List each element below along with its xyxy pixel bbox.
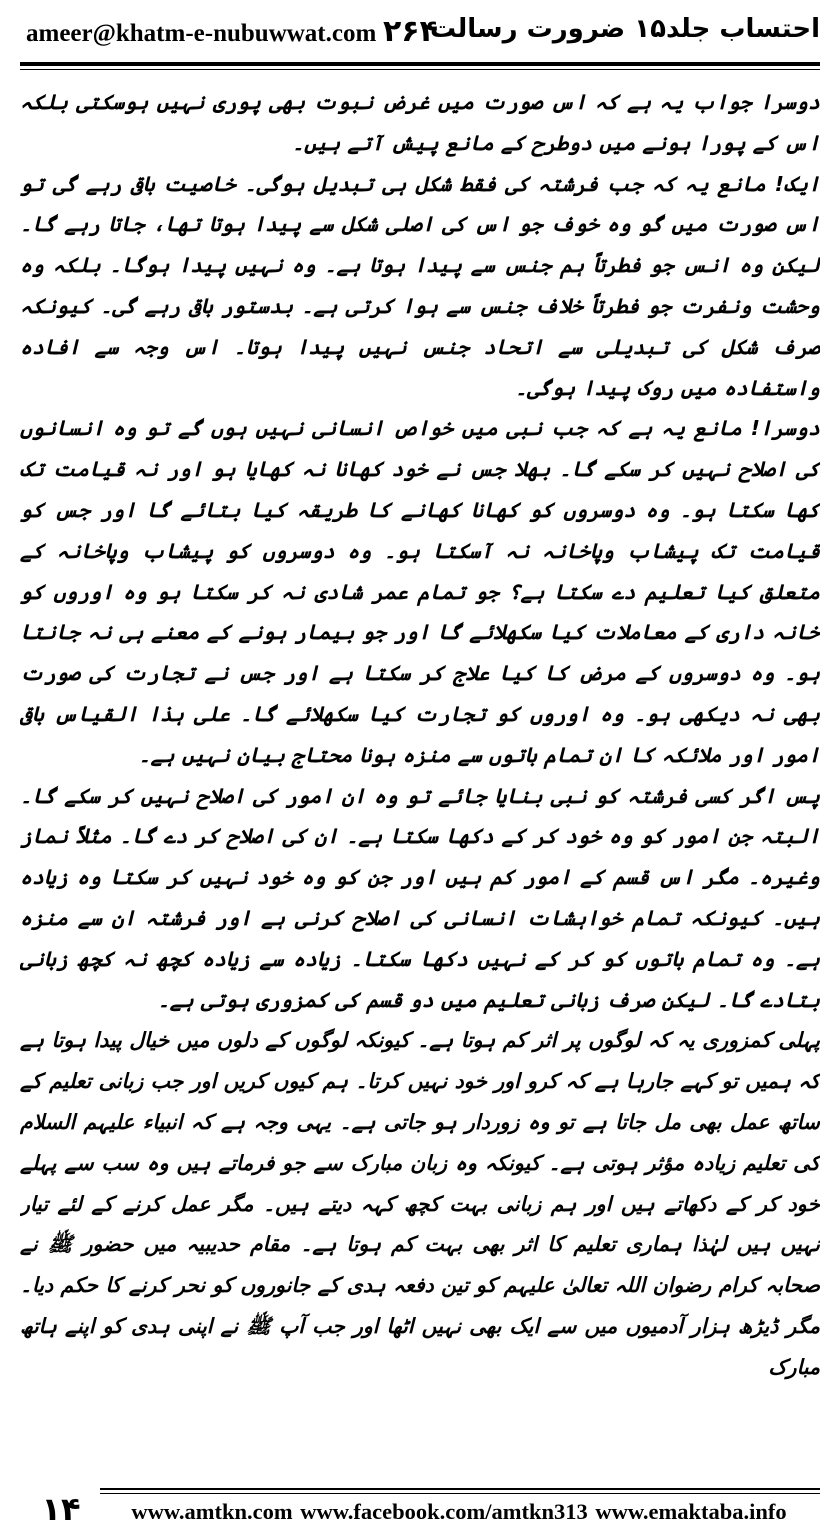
footer-urls: www.amtkn.com www.facebook.com/amtkn313 www.emaktaba.info	[131, 1499, 787, 1524]
footer-rules	[100, 1488, 820, 1494]
paragraph-2: ایک! مانع یہ کہ جب فرشتہ کی فقط شکل ہی تبدیل ہوگی۔ خاصیت باقی رہے گی تو اس صورت میں گو وہ خوف جو اس کی اصلی شکل سے پیدا ہوتا تھا، جاتا رہے گا۔ لیکن وہ انس جو فطرتاً ہم جنس سے پیدا ہوتا ہے۔ وہ نہیں پیدا ہوگا۔ بلکہ وہ وحشت ونفرت جو فطرتاً خلاف جنس سے ہوا کرتی ہے۔ بدستور باقی رہے گی۔ کیونکہ صرف شکل کی تبدیلی سے اتحاد جنس نہیں پیدا ہوتا۔ اس وجہ سے افادہ واستفادہ میں روک پیدا ہوگی۔	[20, 171, 820, 400]
page-footer	[0, 1482, 840, 1540]
footer-page-number: ۱۴	[41, 1490, 81, 1528]
paragraph-4: پس اگر کسی فرشتہ کو نبی بنایا جائے تو وہ ان امور کی اصلاح نہیں کر سکے گا۔ البتہ جن امور کو وہ خود کر کے دکھا سکتا ہے۔ ان کی اصلاح کر دے گا۔ مثلاً نماز وغیرہ۔ مگر اس قسم کے امور کم ہیں اور جن کو وہ خود نہیں کر سکتا وہ زیادہ ہیں۔ کیونکہ تمام خواہشات انسانی کی اصلاح کرنی ہے اور فرشتہ ان سے منزہ ہے۔ وہ تمام باتوں کو کر کے نہیں دکھا سکتا۔ زیادہ سے زیادہ کچھ نہ کچھ زبانی بتادے گا۔ لیکن صرف زبانی تعلیم میں دو قسم کی کمزوری ہوتی ہے۔	[20, 783, 820, 1012]
paragraph-5: پہلی کمزوری یہ کہ لوگوں پر اثر کم ہوتا ہے۔ کیونکہ لوگوں کے دلوں میں خیال پیدا ہوتا ہے کہ ہمیں تو کہے جارہا ہے کہ کرو اور خود نہیں کرتا۔ ہم کیوں کریں اور جب زبانی تعلیم کے ساتھ عمل بھی مل جاتا ہے تو وہ زوردار ہو جاتی ہے۔ یہی وجہ ہے کہ انبیاء علیہم السلام کی تعلیم زیادہ مؤثر ہوتی ہے۔ کیونکہ وہ زبان مبارک سے جو فرماتے ہیں وہ سب سے پہلے خود کر کے دکھاتے ہیں اور ہم زبانی بہت کچھ کہہ دیتے ہیں۔ مگر عمل کرنے کے لئے تیار نہیں ہیں لہٰذا ہماری تعلیم کا اثر بھی بہت کم ہوتا ہے۔ مقام حدیبیہ میں حضور ﷺ نے صحابہ کرام رضوان اللہ تعالیٰ علیہم کو تین دفعہ ہدی کے جانوروں کو نحر کرنے کا حکم دیا۔ مگر ڈیڑھ ہزار آدمیوں میں سے ایک بھی نہیں اٹھا اور جب آپ ﷺ نے اپنی ہدی کو اپنے ہاتھ مبارک	[20, 1028, 820, 1379]
page-header	[0, 0, 840, 66]
page-body	[20, 82, 820, 1480]
header-page-number: ۲۶۴	[383, 14, 438, 49]
header-book-title: احتساب جلد۱۵ ضرورت رسالت	[429, 14, 820, 44]
header-rule-thin	[20, 69, 820, 70]
paragraph-1: دوسرا جواب یہ ہے کہ اس صورت میں غرض نبوت بھی پوری نہیں ہوسکتی بلکہ اس کے پورا ہونے میں دوطرح کے مانع پیش آتے ہیں۔	[20, 90, 820, 155]
header-rule-thick	[20, 62, 820, 66]
paragraph-3: دوسرا! مانع یہ ہے کہ جب نبی میں خواص انسانی نہیں ہوں گے تو وہ انسانوں کی اصلاح نہیں کر سکے گا۔ بھلا جس نے خود کھانا نہ کھایا ہو اور نہ قیامت تک کھا سکتا ہو۔ وہ دوسروں کو کھانا کھانے کا طریقہ کیا بتائے گا اور جس کو قیامت تک پیشاب وپاخانہ نہ آسکتا ہو۔ وہ دوسروں کو پیشاب وپاخانہ کے متعلق کیا تعلیم دے سکتا ہے؟ جو تمام عمر شادی نہ کر سکتا ہو وہ اوروں کو خانہ داری کے معاملات کیا سکھلائے گا اور جو بیمار ہونے کے معنے ہی نہ جانتا ہو۔ وہ دوسروں کے مرض کا کیا علاج کر سکتا ہے اور جس نے تجارت کی صورت بھی نہ دیکھی ہو۔ وہ اوروں کو تجارت کیا سکھلائے گا۔ علی ہذا القیاس باقی امور اور ملائکہ کا ان تمام باتوں سے منزہ ہونا محتاج بیان نہیں ہے۔	[20, 416, 820, 767]
header-email: ameer@khatm-e-nubuwwat.com	[26, 20, 377, 47]
